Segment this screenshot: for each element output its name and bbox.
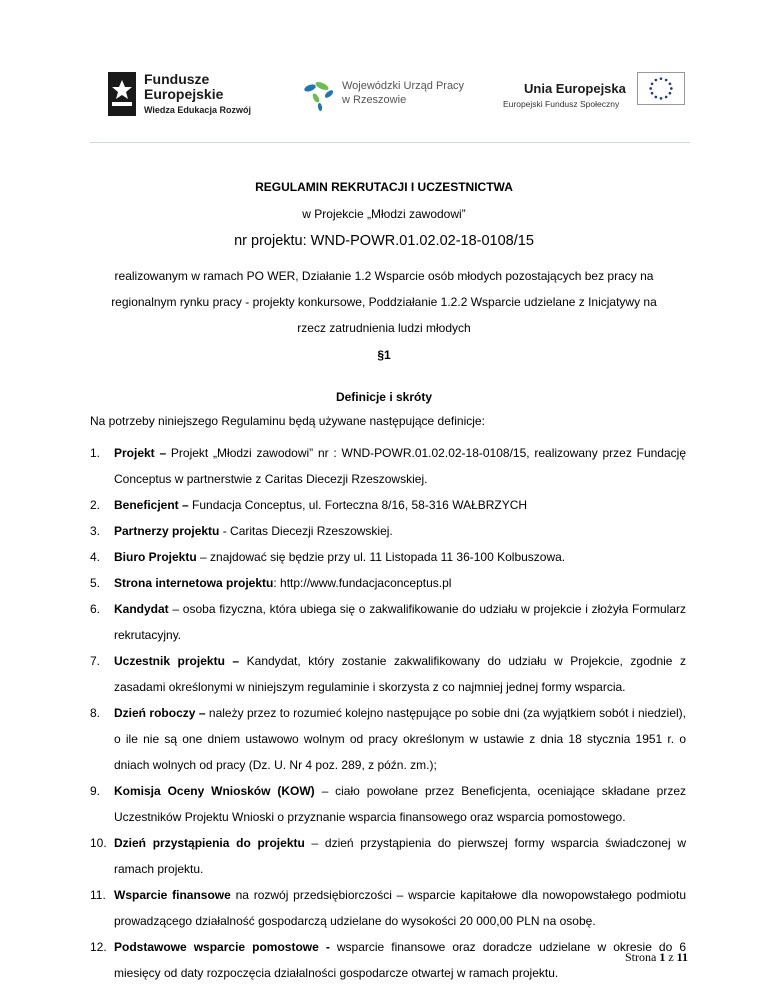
definition-term: Komisja Oceny Wniosków (KOW) <box>114 784 315 798</box>
ue-logo-line2: Europejski Fundusz Społeczny <box>503 99 620 109</box>
intro-text <box>0 263 768 341</box>
page-number: 1 <box>659 950 666 964</box>
wup-rzeszow-logo <box>302 76 502 126</box>
ue-logo-line1: Unia Europejska <box>524 81 626 96</box>
wup-logo-line2: w Rzeszowie <box>342 94 407 106</box>
eu-flag-icon <box>637 72 685 105</box>
definition-term: Dzień roboczy – <box>114 706 206 720</box>
definition-term: Podstawowe wsparcie pomostowe - <box>114 940 330 954</box>
definition-term: Kandydat <box>114 602 169 616</box>
header-logos <box>0 62 768 132</box>
list-item: 9. Komisja Oceny Wniosków (KOW) – ciało powołane przez Beneficjenta, oceniające składane przez Uczestników Projektu Wnioski o przyznanie wsparcia finansowego oraz wsparcia pomostowego. <box>90 784 686 824</box>
definition-term: Dzień przystąpienia do projektu <box>114 836 305 850</box>
definitions-lead: Na potrzeby niniejszego Regulaminu będą używane następujące definicje: <box>90 414 485 428</box>
definition-term: Biuro Projektu <box>114 550 197 564</box>
definitions-list <box>90 440 686 986</box>
list-item: 7. Uczestnik projektu – Kandydat, który zostanie zakwalifikowany do udziału w Projekcie, zgodnie z zasadami określonymi w niniejszym regulaminie i skorzysta z co najmniej jednej formy wsparcia. <box>90 654 686 694</box>
definition-term: Strona internetowa projektu <box>114 576 274 590</box>
list-item: 10. Dzień przystąpienia do projektu – dzień przystąpienia do pierwszej formy wsparcia świadczonej w ramach projektu. <box>90 836 686 876</box>
list-item: 2. Beneficjent – Fundacja Conceptus, ul. Forteczna 8/16, 58-316 WAŁBRZYCH <box>90 498 528 512</box>
definition-term: Uczestnik projektu – <box>114 654 240 668</box>
definition-term: Projekt – <box>114 446 167 460</box>
list-item: 5. Strona internetowa projektu: http://www.fundacjaconceptus.pl <box>90 576 452 590</box>
intro-line-2: regionalnym rynku pracy - projekty konkursowe, Poddziałanie 1.2.2 Wsparcie udzielane z Inicjatywy na <box>111 295 657 309</box>
intro-line-3: rzecz zatrudnienia ludzi młodych <box>297 321 471 335</box>
page-total: 11 <box>676 950 688 964</box>
page-footer: Strona 1 z 11 <box>624 950 688 964</box>
section-title: Definicje i skróty <box>335 390 433 404</box>
list-item: 4. Biuro Projektu – znajdować się będzie przy ul. 11 Listopada 11 36-100 Kolbuszowa. <box>90 550 566 564</box>
list-item: 6. Kandydat – osoba fizyczna, która ubiega się o zakwalifikowanie do udziału w projekcie i złożyła Formularz rekrutacyjny. <box>90 602 686 642</box>
fundusze-europejskie-logo <box>108 72 258 130</box>
wup-bird-icon <box>302 76 336 116</box>
list-item: 11. Wsparcie finansowe na rozwój przedsiębiorczości – wsparcie kapitałowe dla nowopowstałego podmiotu prowadzącego działalność gospodarczą udzielane do wysokości 20 000,00 PLN na osobę. <box>90 888 686 928</box>
list-item: 8. Dzień roboczy – należy przez to rozumieć kolejno następujące po sobie dni (za wyjątkiem sobót i niedziel), o ile nie są one dniem ustawowo wolnym od pracy określonym w ustawie z dnia 18 stycznia 1951 r. o dniach wolnych od pracy (Dz. U. Nr 4 poz. 289, z późn. zm.); <box>90 706 687 772</box>
paragraph-number: §1 <box>377 348 391 362</box>
document-subtitle: w Projekcie „Młodzi zawodowi” <box>302 207 466 221</box>
fe-star-icon <box>108 72 136 116</box>
definition-term: Wsparcie finansowe <box>114 888 231 902</box>
fe-logo-line3: Wiedza Edukacja Rozwój <box>144 105 251 115</box>
fe-logo-line2: Europejskie <box>144 86 224 102</box>
wup-logo-line1: Wojewódzki Urząd Pracy <box>342 80 465 92</box>
fe-logo-line1: Fundusze <box>144 71 210 87</box>
unia-europejska-logo <box>503 72 693 128</box>
document-title: REGULAMIN REKRUTACJI I UCZESTNICTWA <box>255 180 513 194</box>
list-item: 12. Podstawowe wsparcie pomostowe - wsparcie finansowe oraz doradcze udzielane w okresie do 6 miesięcy od daty rozpoczęcia działalności gospodarcze otwartej w ramach projektu. <box>90 940 686 980</box>
project-number: nr projektu: WND-POWR.01.02.02-18-0108/15 <box>234 233 534 249</box>
intro-line-1: realizowanym w ramach PO WER, Działanie 1.2 Wsparcie osób młodych pozostających bez pracy na <box>114 269 654 283</box>
definition-term: Beneficjent – <box>114 498 189 512</box>
list-item: 3. Partnerzy projektu - Caritas Diecezji Rzeszowskiej. <box>90 524 393 538</box>
definition-term: Partnerzy projektu <box>114 524 220 538</box>
list-item: 1. Projekt – Projekt „Młodzi zawodowi” nr : WND-POWR.01.02.02-18-0108/15, realizowany przez Fundację Conceptus w partnerstwie z Caritas Diecezji Rzeszowskiej. <box>90 446 686 486</box>
header-divider <box>90 142 690 143</box>
